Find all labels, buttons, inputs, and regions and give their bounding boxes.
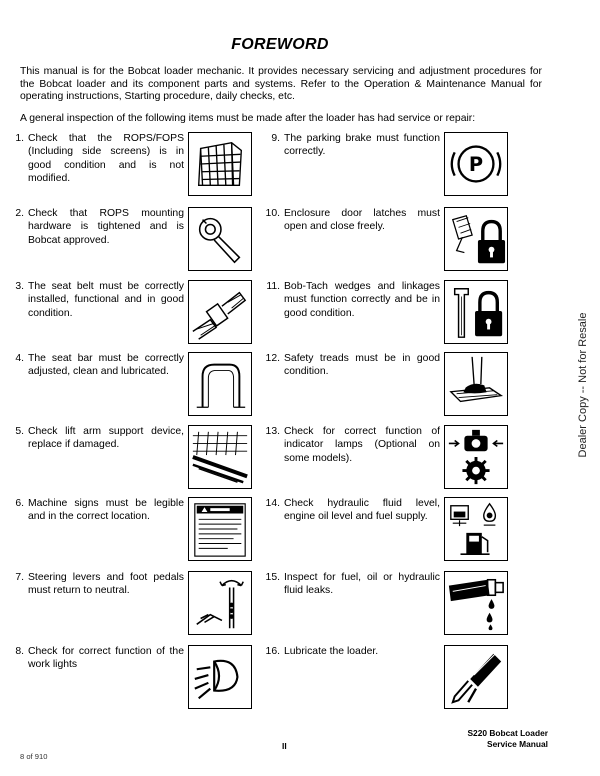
item-text: Lubricate the loader.	[284, 646, 379, 657]
item-text: Check for correct function of the work lights	[28, 646, 184, 671]
item-text: Steering levers and foot pedals must return to neutral.	[28, 572, 184, 597]
inspection-item-6	[4, 497, 254, 563]
warning-sign-icon	[188, 497, 252, 561]
inspection-item-9	[260, 132, 510, 198]
item-number: 6.	[15, 498, 24, 509]
item-text: Inspect for fuel, oil or hydraulic fluid leaks.	[284, 572, 440, 597]
item-number: 15.	[265, 572, 280, 583]
lift-arm-support-icon	[188, 425, 252, 489]
item-text: Check that the ROPS/FOPS (Including side screens) is in good condition and is not modified.	[28, 133, 184, 185]
fluid-level-icon	[444, 497, 508, 561]
inspection-item-15	[260, 571, 510, 637]
footer-model	[467, 728, 548, 749]
inspection-lead: A general inspection of the following items must be made after the loader has had service or repair:	[20, 113, 476, 124]
item-text: Safety treads must be in good condition.	[284, 353, 440, 378]
item-number: 13.	[265, 426, 280, 437]
item-number: 12.	[265, 353, 280, 364]
item-text: Check for correct function of indicator lamps (Optional on some models).	[284, 426, 440, 464]
steering-lever-icon	[188, 571, 252, 635]
item-number: 5.	[15, 426, 24, 437]
dealer-copy-watermark	[573, 300, 593, 470]
item-text: The parking brake must function correctly.	[284, 133, 440, 158]
page-title: FOREWORD	[231, 36, 329, 53]
inspection-item-2	[4, 207, 254, 273]
item-text: Check hydraulic fluid level, engine oil level and fuel supply.	[284, 498, 440, 523]
inspection-item-10	[260, 207, 510, 273]
item-number: 14.	[265, 498, 280, 509]
inspection-item-14	[260, 497, 510, 563]
intro-paragraph: This manual is for the Bobcat loader mechanic. It provides necessary servicing and adjustment procedures for the Bobcat loader and its component parts and systems. Refer to the Operation & Maintenance Manual for operating instructions, Starting procedure, daily checks, etc.	[20, 66, 542, 103]
bob-tach-lock-icon	[444, 280, 508, 344]
fluid-leak-icon	[444, 571, 508, 635]
wrench-icon	[188, 207, 252, 271]
rops-cab-icon	[188, 132, 252, 196]
parking-brake-icon	[444, 132, 508, 196]
item-number: 16.	[265, 646, 280, 657]
item-text: Machine signs must be legible and in the correct location.	[28, 498, 184, 523]
item-number: 2.	[15, 208, 24, 219]
seat-bar-icon	[188, 352, 252, 416]
inspection-item-12	[260, 352, 510, 418]
item-number: 10.	[265, 208, 280, 219]
safety-tread-icon	[444, 352, 508, 416]
indicator-lamp-icon	[444, 425, 508, 489]
work-light-icon	[188, 645, 252, 709]
inspection-item-1	[4, 132, 254, 198]
item-number: 7.	[15, 572, 24, 583]
item-text: Check lift arm support device, replace if damaged.	[28, 426, 184, 451]
inspection-item-8	[4, 645, 254, 711]
item-number: 3.	[15, 281, 24, 292]
inspection-item-16	[260, 645, 510, 711]
item-number: 9.	[271, 133, 280, 144]
dealer-copy-text: Dealer Copy -- Not for Resale	[577, 312, 589, 458]
item-text: Check that ROPS mounting hardware is tightened and is Bobcat approved.	[28, 208, 184, 246]
inspection-item-11	[260, 280, 510, 346]
item-text: The seat belt must be correctly installed, functional and in good condition.	[28, 281, 184, 319]
item-number: 8.	[15, 646, 24, 657]
inspection-item-5	[4, 425, 254, 491]
footer-model-name: S220 Bobcat Loader	[467, 728, 548, 738]
inspection-item-13	[260, 425, 510, 491]
item-number: 1.	[15, 133, 24, 144]
door-latch-lock-icon	[444, 207, 508, 271]
svg-text:P: P	[468, 152, 484, 176]
grease-gun-icon	[444, 645, 508, 709]
item-text: Enclosure door latches must open and close freely.	[284, 208, 440, 233]
inspection-item-4	[4, 352, 254, 418]
item-text: The seat bar must be correctly adjusted, clean and lubricated.	[28, 353, 184, 378]
inspection-item-7	[4, 571, 254, 637]
item-number: 4.	[15, 353, 24, 364]
inspection-item-3	[4, 280, 254, 346]
page-count: 8 of 910	[20, 752, 48, 761]
footer-manual-name: Service Manual	[487, 738, 548, 749]
item-text: Bob-Tach wedges and linkages must function correctly and be in good condition.	[284, 281, 440, 319]
seat-belt-icon	[188, 280, 252, 344]
page-number: II	[282, 741, 287, 751]
item-number: 11.	[266, 281, 280, 292]
